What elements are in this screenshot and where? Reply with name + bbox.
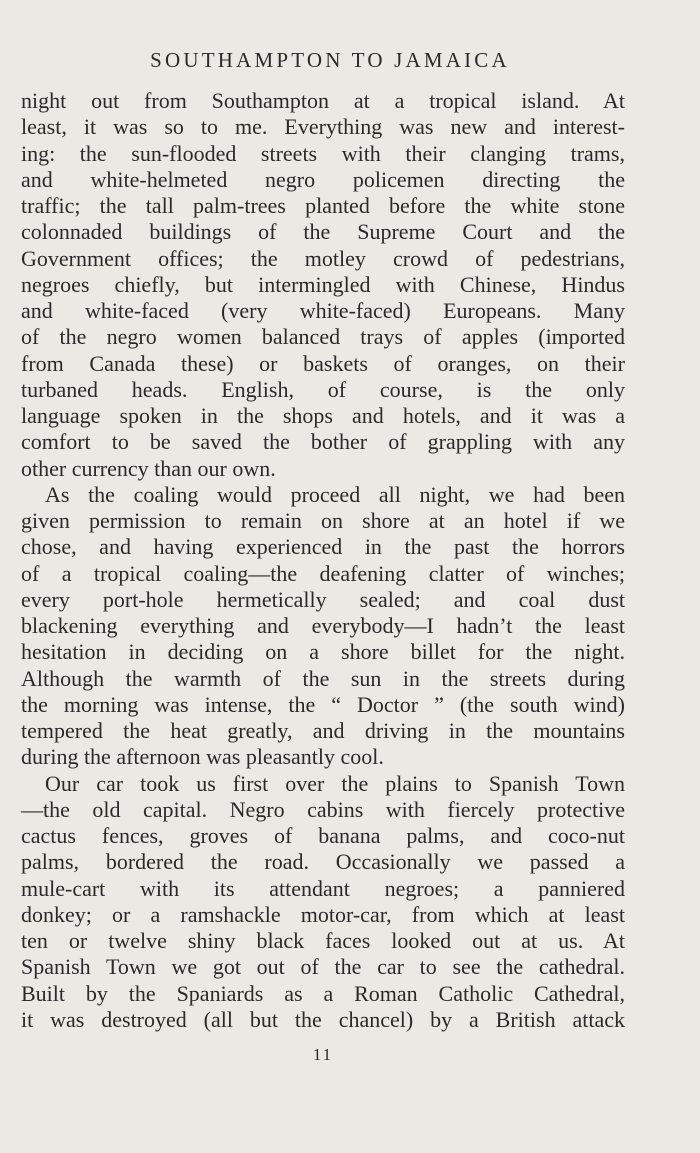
text-line: turbaned heads. English, of course, is the only <box>21 376 625 402</box>
text-line: given permission to remain on shore at an hotel if we <box>21 508 625 533</box>
text-line: Government offices; the motley crowd of pedestrians, <box>21 245 625 271</box>
body-text <box>21 88 625 1033</box>
text-line: of a tropical coaling—the deafening clatter of winches; <box>21 560 625 586</box>
text-line: other currency than our own. <box>21 455 276 481</box>
text-line: hesitation in deciding on a shore billet for the night. <box>21 639 625 665</box>
text-line: —the old capital. Negro cabins with fiercely protective <box>21 796 625 822</box>
text-line: ing: the sun-flooded streets with their clanging trams, <box>21 140 625 166</box>
text-line: Built by the Spaniards as a Roman Catholic Cathedral, <box>21 980 625 1006</box>
text-line: negroes chiefly, but intermingled with Chinese, Hindus <box>21 271 625 297</box>
text-line: the morning was intense, the “ Doctor ” (the south wind) <box>21 691 625 717</box>
text-line: every port-hole hermetically sealed; and coal dust <box>21 586 625 612</box>
text-line: Spanish Town we got out of the car to see the cathedral. <box>21 954 625 980</box>
page-number: 11 <box>312 1045 334 1064</box>
text-line: cactus fences, groves of banana palms, and coco-nut <box>21 823 625 848</box>
text-line: from Canada these) or baskets of oranges, on their <box>21 350 625 376</box>
text-line: it was destroyed (all but the chancel) by a British attack <box>21 1006 625 1032</box>
text-line: blackening everything and everybody—I hadn’t the least <box>21 613 625 638</box>
running-title: SOUTHAMPTON TO JAMAICA <box>150 48 510 72</box>
text-line: of the negro women balanced trays of apples (imported <box>21 324 625 350</box>
text-line: tempered the heat greatly, and driving in the mountains <box>21 718 625 743</box>
text-line: and white-faced (very white-faced) Europeans. Many <box>21 298 625 323</box>
text-line: palms, bordered the road. Occasionally we passed a <box>21 849 625 875</box>
text-line: language spoken in the shops and hotels, and it was a <box>21 403 625 428</box>
text-line: night out from Southampton at a tropical island. At <box>21 88 625 113</box>
text-line: ten or twelve shiny black faces looked out at us. At <box>21 928 625 953</box>
text-line: least, it was so to me. Everything was new and interest- <box>21 114 625 140</box>
text-line: Although the warmth of the sun in the streets during <box>21 665 625 691</box>
text-line: donkey; or a ramshackle motor-car, from which at least <box>21 901 625 927</box>
text-line: and white-helmeted negro policemen directing the <box>21 166 625 192</box>
text-line: As the coaling would proceed all night, we had been <box>45 481 625 507</box>
text-line: colonnaded buildings of the Supreme Court and the <box>21 219 625 245</box>
text-line: mule-cart with its attendant negroes; a panniered <box>21 875 625 901</box>
text-line: during the afternoon was pleasantly cool. <box>21 744 384 770</box>
text-line: Our car took us first over the plains to Spanish Town <box>45 770 625 796</box>
text-line: chose, and having experienced in the past the horrors <box>21 534 625 560</box>
text-line: traffic; the tall palm-trees planted before the white stone <box>21 193 625 218</box>
text-line: comfort to be saved the bother of grappling with any <box>21 429 625 455</box>
